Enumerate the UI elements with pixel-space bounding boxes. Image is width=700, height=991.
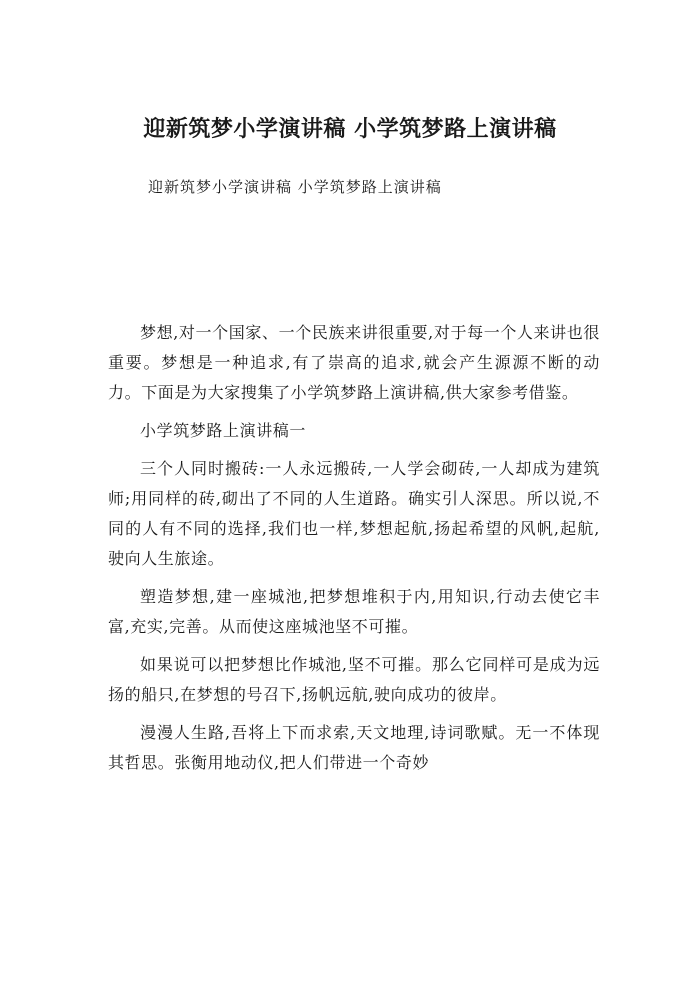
section-heading: 小学筑梦路上演讲稿一 bbox=[140, 421, 307, 440]
body-paragraph: 塑造梦想,建一座城池,把梦想堆积于内,用知识,行动去使它丰富,充实,完善。从而使这座城池坚不可摧。 bbox=[108, 587, 600, 636]
body-paragraph: 三个人同时搬砖:一人永远搬砖,一人学会砌砖,一人却成为建筑师;用同样的砖,砌出了不同的人生道路。确实引人深思。所以说,不同的人有不同的选择,我们也一样,梦想起航,扬起希望的风帆,起航,驶向人生旅途。 bbox=[108, 459, 600, 568]
body-paragraph: 如果说可以把梦想比作城池,坚不可摧。那么它同样可是成为远扬的船只,在梦想的号召下,扬帆远航,驶向成功的彼岸。 bbox=[108, 655, 600, 704]
intro-paragraph: 梦想,对一个国家、一个民族来讲很重要,对于每一个人来讲也很重要。梦想是一种追求,有了崇高的追求,就会产生源源不断的动力。下面是为大家搜集了小学筑梦路上演讲稿,供大家参考借鉴。 bbox=[108, 323, 600, 402]
document-title: 迎新筑梦小学演讲稿 小学筑梦路上演讲稿 bbox=[143, 117, 557, 142]
body-paragraph: 漫漫人生路,吾将上下而求索,天文地理,诗词歌赋。无一不体现其哲思。张衡用地动仪,把人们带进一个奇妙 bbox=[108, 723, 600, 772]
document-subtitle: 迎新筑梦小学演讲稿 小学筑梦路上演讲稿 bbox=[148, 178, 442, 196]
document-body bbox=[108, 318, 600, 786]
